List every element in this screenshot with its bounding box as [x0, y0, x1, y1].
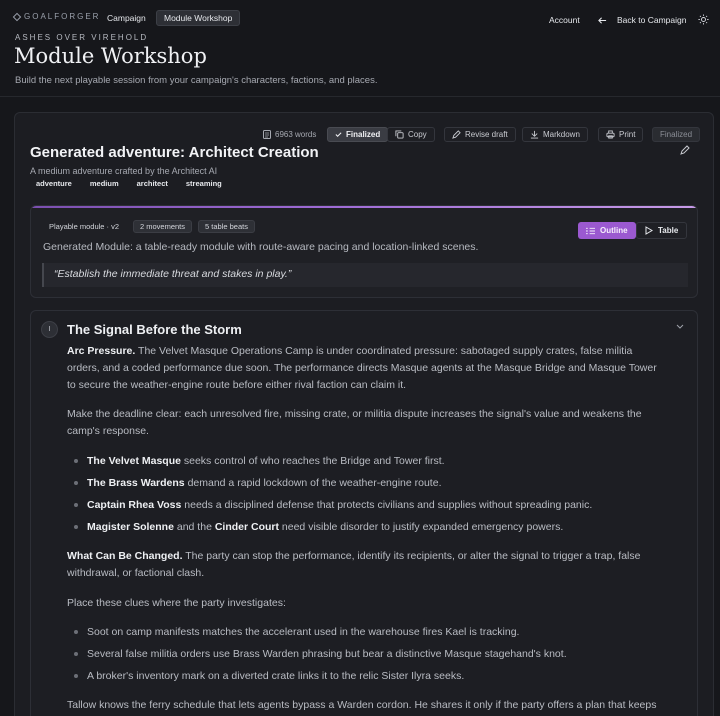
back-label: Back to Campaign: [617, 15, 687, 25]
tallow-paragraph: Tallow knows the ferry schedule that lets agents bypass a Warden cordon. He shares it only if the party offers a plan that keeps: [67, 699, 657, 711]
account-link[interactable]: Account: [549, 15, 580, 25]
faction-name: Captain Rhea Voss: [87, 499, 182, 511]
revise-label: Revise draft: [465, 130, 508, 139]
page-subtitle: Build the next playable session from your campaign's characters, factions, and places.: [15, 75, 378, 86]
revise-draft-button[interactable]: [444, 127, 516, 142]
outline-label: Outline: [600, 226, 628, 235]
finalized-badge: [327, 127, 388, 142]
tag-list: [36, 179, 240, 188]
adventure-toolbar: [0, 127, 720, 143]
faction-text: need visible disorder to justify expanded emergency powers.: [279, 521, 564, 533]
page-title: Module Workshop: [14, 44, 207, 68]
tag: medium: [89, 179, 119, 188]
header-divider: [0, 96, 720, 97]
faction-name: The Velvet Masque: [87, 455, 181, 467]
table-label: Table: [658, 226, 679, 235]
play-icon: [645, 226, 653, 235]
arc-pressure-lead: Arc Pressure.: [67, 345, 136, 357]
faction-name: The Brass Wardens: [87, 477, 185, 489]
faction-text: demand a rapid lockdown of the weather-engine route.: [184, 477, 442, 489]
list-icon: [586, 227, 595, 235]
tag: architect: [136, 179, 168, 188]
clues-intro: Place these clues where the party investigates:: [67, 597, 286, 609]
arrow-left-icon: [598, 16, 607, 25]
markdown-export-button[interactable]: [522, 127, 588, 142]
edit-title-button[interactable]: [680, 145, 690, 158]
section-title: The Signal Before the Storm: [67, 322, 242, 337]
chevron-down-icon: [676, 324, 684, 330]
top-nav: [0, 0, 720, 34]
faction-name: Magister Solenne: [87, 521, 174, 533]
list-item: [73, 516, 673, 538]
word-count-label: 6963 words: [275, 130, 317, 139]
accent-bar: [31, 206, 698, 208]
print-label: Print: [619, 130, 636, 139]
module-description: Generated Module: a table-ready module with route-aware pacing and location-linked scenes.: [43, 241, 479, 253]
campaign-eyebrow: ASHES OVER VIREHOLD: [15, 33, 149, 42]
brand-logo[interactable]: [14, 12, 100, 21]
tag: streaming: [185, 179, 222, 188]
adventure-subtitle: A medium adventure crafted by the Architect AI: [30, 166, 218, 176]
brand-name: GOALFORGER: [24, 12, 101, 21]
finalized-button[interactable]: Finalized: [652, 127, 700, 142]
list-item: [73, 472, 673, 494]
finalized-badge-label: Finalized: [346, 130, 381, 139]
hook-quote: “Establish the immediate threat and stakes in play.”: [42, 263, 688, 287]
faction-name: Cinder Court: [214, 521, 279, 533]
deadline-paragraph: Make the deadline clear: each unresolved fire, missing crate, or militia dispute increases the signal's value and weakens the camp's response.: [67, 408, 642, 437]
faction-text: needs a disciplined defense that protects civilians and supplies without spreading panic.: [181, 499, 593, 511]
list-item: A broker's inventory mark on a diverted crate links it to the relic Sister Ilyra seeks.: [73, 665, 673, 687]
nav-campaign-link[interactable]: Campaign: [107, 13, 146, 23]
what-can-change-text: The party can stop the performance, identify its recipients, or alter the signal to trigger a trap, false withdrawal, or factional clash.: [67, 550, 641, 579]
arc-pressure-text: The Velvet Masque Operations Camp is under coordinated pressure: sabotaged supply crates, false militia orders, and a coded performance due soon. The performance directs Masque agents at the Masque Bridge and Masque Tower to secure the weather-engine route before either rival faction can claim it.: [67, 345, 657, 391]
arc-pressure-paragraph: [67, 343, 667, 394]
faction-list: [73, 450, 673, 538]
clue-list: [73, 621, 673, 687]
copy-icon: [395, 130, 404, 139]
list-item: [73, 494, 673, 516]
back-to-campaign-link[interactable]: [598, 15, 686, 25]
faction-connector: and the: [173, 521, 215, 533]
print-button[interactable]: [598, 127, 643, 142]
what-can-change-lead: What Can Be Changed.: [67, 550, 183, 562]
module-version-badge: Playable module · v2: [49, 222, 120, 231]
table-view-button[interactable]: [636, 222, 687, 239]
outline-view-button[interactable]: [578, 222, 636, 239]
adventure-title: Generated adventure: Architect Creation: [30, 144, 319, 161]
list-item: [73, 450, 673, 472]
table-beats-badge: 5 table beats: [198, 220, 255, 233]
printer-icon: [606, 130, 615, 139]
list-item: Soot on camp manifests matches the accelerant used in the warehouse fires Kael is tracking.: [73, 621, 673, 643]
sun-icon: [698, 14, 709, 25]
list-item: Several false militia orders use Brass Warden phrasing but bear a distinctive Masque stagehand's knot.: [73, 643, 673, 665]
movements-badge: 2 movements: [133, 220, 192, 233]
tag: adventure: [36, 179, 72, 188]
check-icon: [335, 131, 342, 138]
word-count: [259, 127, 320, 142]
pencil-icon: [452, 130, 461, 139]
markdown-label: Markdown: [543, 130, 580, 139]
copy-button[interactable]: [387, 127, 435, 142]
pencil-icon: [680, 145, 690, 155]
copy-label: Copy: [408, 130, 427, 139]
section-number-badge: I: [41, 321, 58, 338]
nav-module-workshop-tab[interactable]: Module Workshop: [156, 10, 240, 26]
collapse-section-button[interactable]: [676, 322, 684, 332]
download-icon: [530, 130, 539, 139]
theme-toggle-button[interactable]: [698, 14, 709, 28]
faction-text: seeks control of who reaches the Bridge and Tower first.: [180, 455, 445, 467]
document-icon: [263, 130, 271, 139]
what-can-change-paragraph: [67, 548, 667, 582]
diamond-icon: [13, 12, 21, 20]
